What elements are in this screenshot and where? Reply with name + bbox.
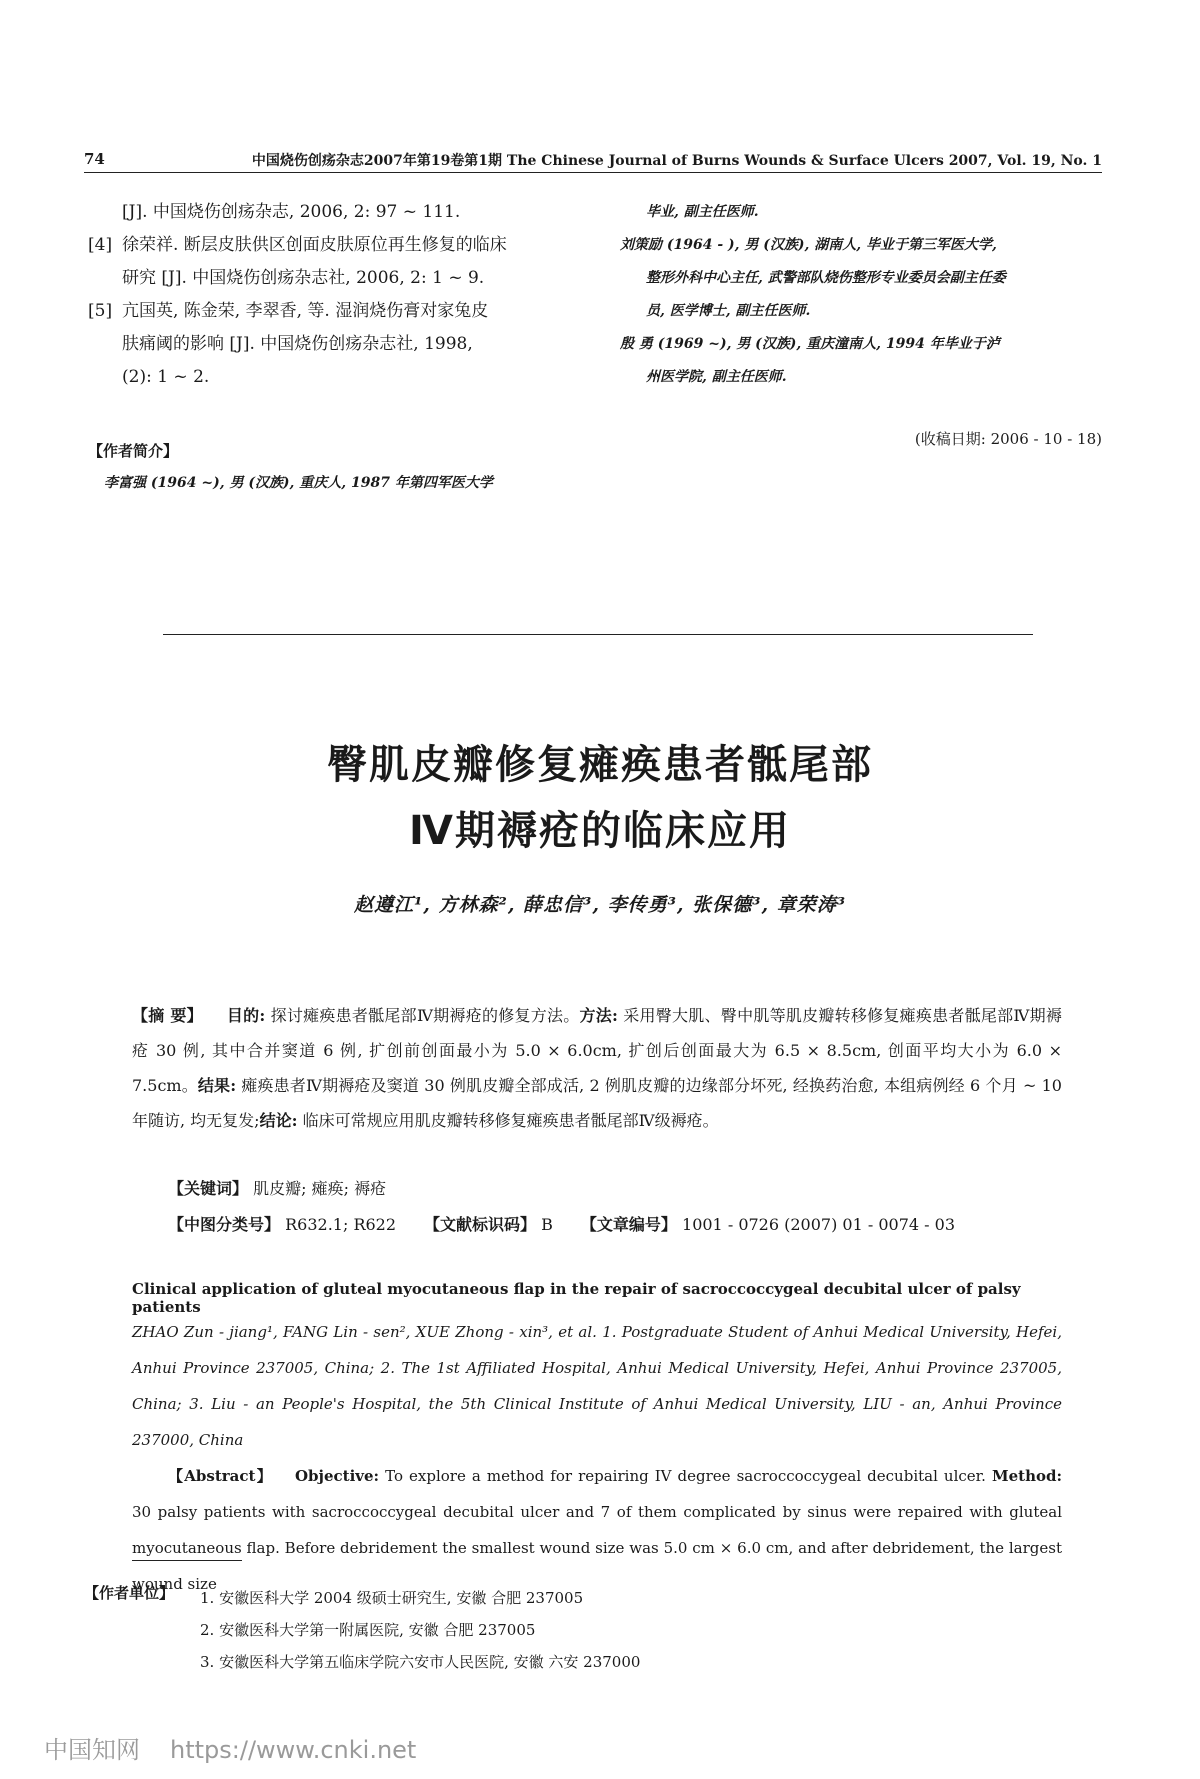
result-text: 瘫痪患者Ⅳ期褥疮及窦道 30 例肌皮瓣全部成活, 2 例肌皮瓣的边缘部分坏死, 经换药治愈, 本组病例经 6 个月 ~ 10 年随访, 均无复发; xyxy=(132,1076,1062,1130)
keywords-text: 肌皮瓣; 瘫痪; 褥疮 xyxy=(253,1179,387,1198)
author-bio-line: 殷 勇 (1969 ~), 男 (汉族), 重庆潼南人, 1994 年毕业于泸 xyxy=(620,336,1000,352)
affiliation-item: 3. 安徽医科大学第五临床学院六安市人民医院, 安徽 六安 237000 xyxy=(200,1653,641,1671)
objective-text: 探讨瘫痪患者骶尾部Ⅳ期褥疮的修复方法。 xyxy=(270,1006,580,1025)
article-title-line2: Ⅳ期褥疮的临床应用 xyxy=(409,808,791,854)
cnki-watermark xyxy=(44,1730,416,1765)
author-bio-line: 州医学院, 副主任医师. xyxy=(646,369,787,385)
article-authors: 赵遵江¹, 方林森², 薛忠信³, 李传勇³, 张保德³, 章荣涛³ xyxy=(353,894,847,916)
english-objective-text: To explore a method for repairing IV degree sacroccoccygeal decubital ulcer. xyxy=(385,1467,986,1485)
reference-item xyxy=(88,295,593,328)
article-number-label: 【文章编号】 xyxy=(580,1215,677,1234)
method-text: 采用臀大肌、臀中肌等肌皮瓣转移修复瘫痪患者骶尾部Ⅳ期褥疮 30 例, 其中合并窦道 6 例, 扩创前创面最小为 5.0 × 6.0cm, 扩创后创面最大为 6.5 × 8.5cm, 创面平均大小为 6.0 × 7.5cm。 xyxy=(132,1006,1062,1095)
chinese-abstract xyxy=(132,998,1062,1138)
english-abstract xyxy=(132,1458,1062,1602)
reference-number: [5] xyxy=(88,301,113,321)
article-title xyxy=(0,732,1200,864)
reference-item-continued xyxy=(88,361,593,394)
header-rule xyxy=(84,172,1102,173)
class-value: R632.1; R622 xyxy=(285,1215,397,1234)
keywords-label: 【关键词】 xyxy=(168,1179,249,1198)
reference-item-continued xyxy=(88,262,593,295)
reference-number: [4] xyxy=(88,235,113,255)
classification-line xyxy=(168,1212,955,1235)
reference-list xyxy=(88,196,593,394)
author-bio-continued xyxy=(620,196,1100,394)
reference-text: 徐荣祥. 断层皮肤供区创面皮肤原位再生修复的临床 xyxy=(122,235,507,255)
english-objective-label: Objective: xyxy=(294,1467,380,1485)
english-abstract-label: 【Abstract】 xyxy=(168,1467,273,1485)
keywords xyxy=(168,1176,386,1199)
english-method-text: 30 palsy patients with sacroccoccygeal decubital ulcer and 7 of them complicated by sinus were repaired with gluteal myocutaneous flap. Before debridement the smallest wound size was 5.0 cm × 6.0 cm, and after debridement, the largest wound size xyxy=(132,1503,1062,1593)
author-bio-line: 毕业, 副主任医师. xyxy=(646,204,759,220)
english-affiliation: ZHAO Zun - jiang¹, FANG Lin - sen², XUE Zhong - xin³, et al. 1. Postgraduate Student of Anhui Medical University, Hefei, Anhui Province 237005, China; 2. The 1st Affiliated Hospital, Anhui Medical University, Hefei, Anhui Province 237005, China; 3. Liu - an People's Hospital, the 5th Clinical Institute of Anhui Medical University, LIU - an, Anhui Province 237000, China xyxy=(132,1323,1062,1449)
article-title-line1: 臀肌皮瓣修复瘫痪患者骶尾部 xyxy=(327,742,873,788)
watermark-brand: 中国知网 xyxy=(44,1736,140,1764)
author-bio-heading: 【作者简介】 xyxy=(88,442,179,460)
author-bio-line: 员, 医学博士, 副主任医师. xyxy=(646,303,811,319)
english-method-label: Method: xyxy=(992,1467,1063,1485)
article-number-value: 1001 - 0726 (2007) 01 - 0074 - 03 xyxy=(682,1215,955,1234)
reference-item xyxy=(88,196,593,229)
reference-item-continued xyxy=(88,328,593,361)
result-label: 结果: xyxy=(197,1076,237,1095)
method-label: 方法: xyxy=(579,1006,618,1025)
article-separator xyxy=(163,634,1033,635)
conclusion-text: 临床可常规应用肌皮瓣转移修复瘫痪患者骶尾部Ⅳ级褥疮。 xyxy=(302,1111,719,1130)
doc-code-label: 【文献标识码】 xyxy=(424,1215,537,1234)
abstract-label: 【摘 要】 xyxy=(132,1006,203,1025)
author-bio-line: 刘策励 (1964 - ), 男 (汉族), 湖南人, 毕业于第三军医大学, xyxy=(620,237,997,253)
author-bio-text: 李富强 (1964 ~), 男 (汉族), 重庆人, 1987 年第四军医大学 xyxy=(104,475,493,491)
journal-running-head: 中国烧伤创疡杂志2007年第19卷第1期 The Chinese Journal of Burns Wounds & Surface Ulcers 2007, Vol. 19, No. 1 xyxy=(251,153,1102,169)
english-title: Clinical application of gluteal myocutaneous flap in the repair of sacroccoccygeal decubital ulcer of palsy patients xyxy=(132,1280,1021,1316)
affiliation-list xyxy=(200,1582,640,1678)
author-bio-line: 整形外科中心主任, 武警部队烧伤整形专业委员会副主任委 xyxy=(646,270,1006,286)
reference-text: 研究 [J]. 中国烧伤创疡杂志社, 2006, 2: 1 ~ 9. xyxy=(122,268,485,288)
affiliation-item: 2. 安徽医科大学第一附属医院, 安徽 合肥 237005 xyxy=(200,1621,536,1639)
watermark-url[interactable]: https://www.cnki.net xyxy=(170,1736,417,1764)
reference-text: [J]. 中国烧伤创疡杂志, 2006, 2: 97 ~ 111. xyxy=(122,202,461,222)
received-date: (收稿日期: 2006 - 10 - 18) xyxy=(914,430,1102,448)
reference-item xyxy=(88,229,593,262)
conclusion-label: 结论: xyxy=(259,1111,298,1130)
page-number: 74 xyxy=(84,150,105,168)
doc-code-value: B xyxy=(541,1215,553,1234)
affiliation-rule xyxy=(132,1560,242,1561)
reference-text: 亢国英, 陈金荣, 李翠香, 等. 湿润烧伤膏对家兔皮 xyxy=(122,301,489,321)
objective-label: 目的: xyxy=(226,1006,266,1025)
reference-text: (2): 1 ~ 2. xyxy=(122,367,210,387)
affiliation-label: 【作者单位】 xyxy=(84,1584,175,1602)
affiliation-item: 1. 安徽医科大学 2004 级硕士研究生, 安徽 合肥 237005 xyxy=(200,1589,584,1607)
class-label: 【中图分类号】 xyxy=(168,1215,281,1234)
reference-text: 肤痛阈的影响 [J]. 中国烧伤创疡杂志社, 1998, xyxy=(122,334,473,354)
